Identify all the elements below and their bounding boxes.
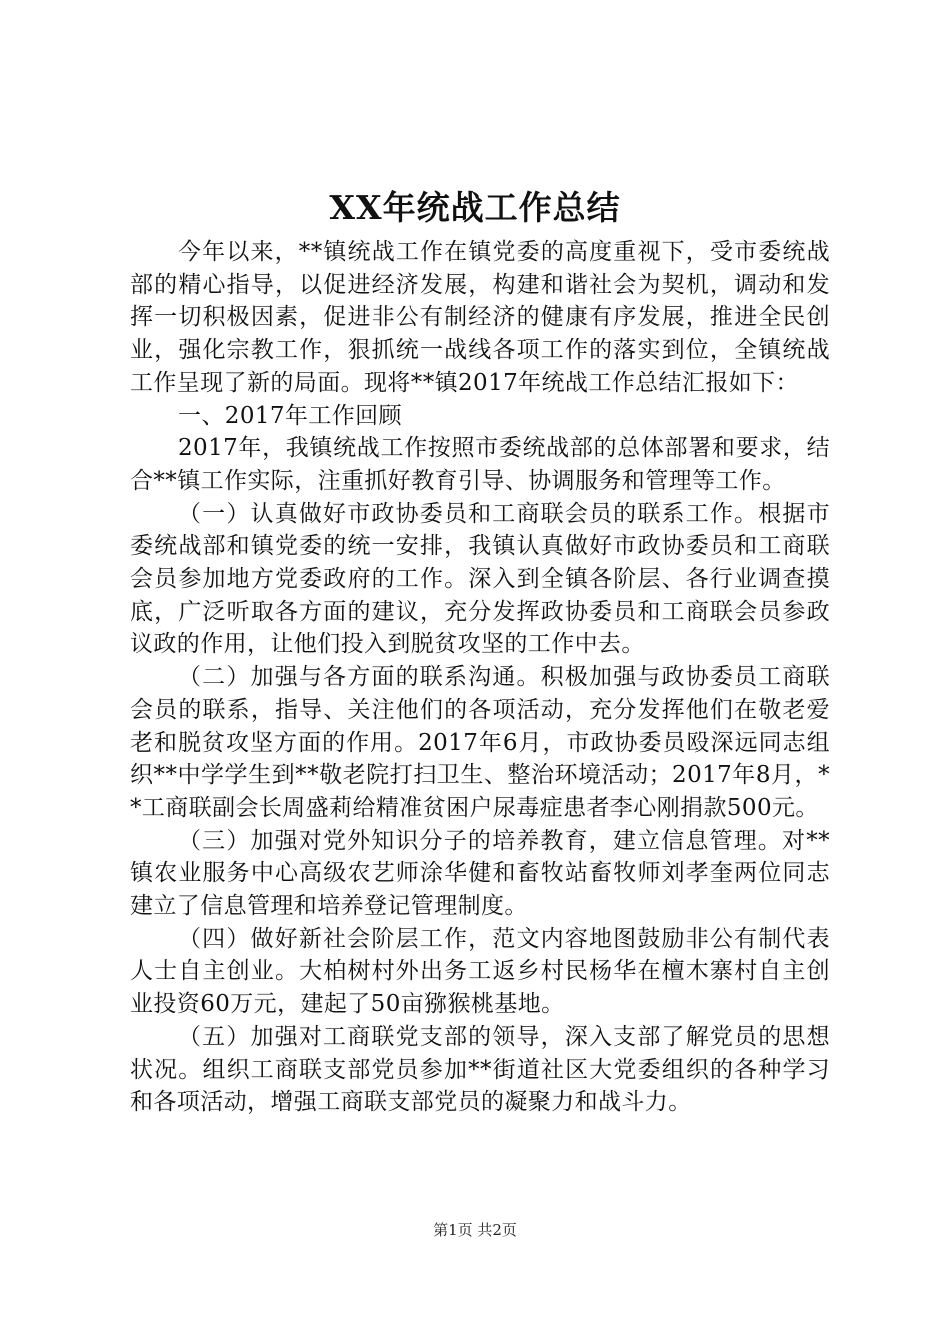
paragraph-intro: 今年以来，**镇统战工作在镇党委的高度重视下，受市委统战部的精心指导，以促进经济发展，构建和谐社会为契机，调动和发挥一切积极因素，促进非公有制经济的健康有序发展，推进全民创业，强化宗教工作，狠抓统一战线各项工作的落实到位，全镇统战工作呈现了新的局面。现将**镇2017年统战工作总结汇报如下： xyxy=(130,239,830,396)
page-number-footer: 第1页 共2页 xyxy=(433,1221,517,1239)
document-body xyxy=(130,236,830,1119)
paragraph-item-2: （二）加强与各方面的联系沟通。积极加强与政协委员工商联会员的联系，指导、关注他们的各项活动，充分发挥他们在敬老爱老和脱贫攻坚方面的作用。2017年6月，市政协委员殴深远同志组织**中学学生到**敬老院打扫卫生、整治环境活动；2017年8月，**工商联副会长周盛莉给精准贫困户尿毒症患者李心刚捐款500元。 xyxy=(130,664,830,821)
paragraph-item-1: （一）认真做好市政协委员和工商联会员的联系工作。根据市委统战部和镇党委的统一安排，我镇认真做好市政协委员和工商联会员参加地方党委政府的工作。深入到全镇各阶层、各行业调查摸底，广泛听取各方面的建议，充分发挥政协委员和工商联会员参政议政的作用，让他们投入到脱贫攻坚的工作中去。 xyxy=(130,500,830,658)
section-heading: 一、2017年工作回顾 xyxy=(178,402,402,429)
paragraph-item-5: （五）加强对工商联党支部的领导，深入支部了解党员的思想状况。组织工商联支部党员参加**街道社区大党委组织的各种学习和各项活动，增强工商联支部党员的凝聚力和战斗力。 xyxy=(130,1023,830,1116)
paragraph-overview: 2017年，我镇统战工作按照市委统战部的总体部署和要求，结合**镇工作实际，注重抓好教育引导、协调服务和管理等工作。 xyxy=(130,435,830,494)
document-title: XX年统战工作总结 xyxy=(329,188,621,227)
paragraph-item-4: （四）做好新社会阶层工作，范文内容地图鼓励非公有制代表人士自主创业。大柏树村外出务工返乡村民杨华在檀木寨村自主创业投资60万元，建起了50亩猕猴桃基地。 xyxy=(130,925,830,1018)
paragraph-item-3: （三）加强对党外知识分子的培养教育，建立信息管理。对**镇农业服务中心高级农艺师涂华健和畜牧站畜牧师刘孝奎两位同志建立了信息管理和培养登记管理制度。 xyxy=(130,827,830,920)
